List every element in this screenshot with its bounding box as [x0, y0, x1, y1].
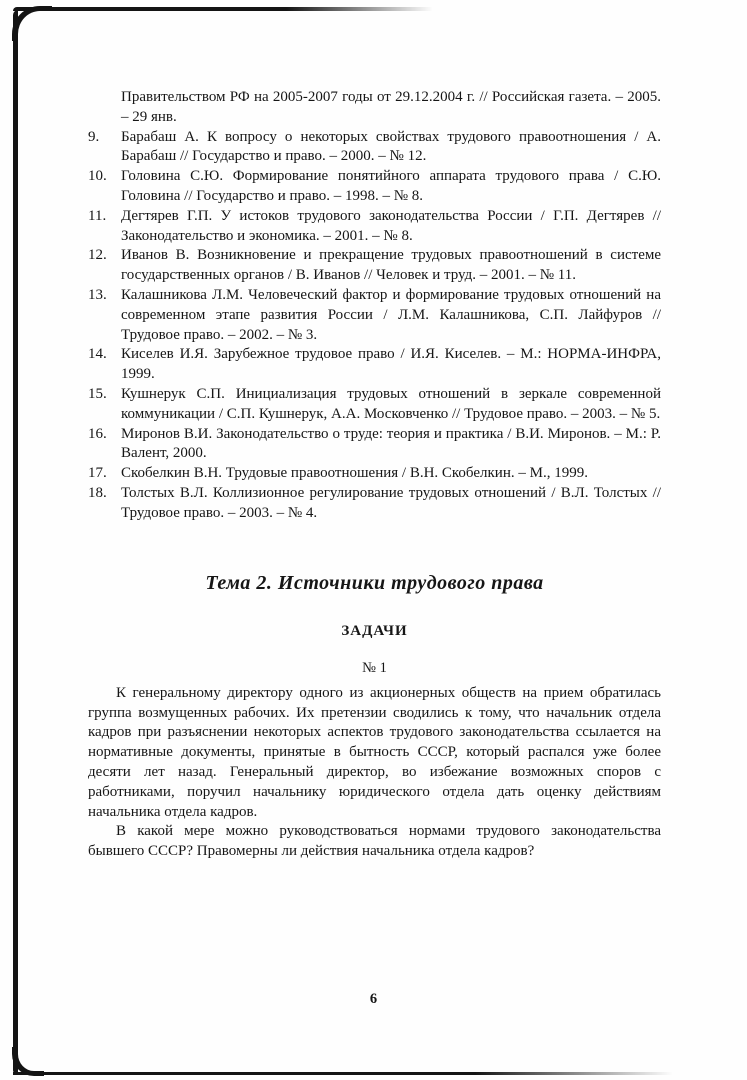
bibliography-item-text: Барабаш А. К вопросу о некоторых свойствах трудового правоотношения / А. Барабаш // Государство и право. – 2000. – № 12. [121, 128, 661, 165]
bibliography-item-text: Калашникова Л.М. Человеческий фактор и формирование трудовых отношений на современном этапе развития России / Л.М. Калашникова, С.П. Лайфуров // Трудовое право. – 2002. – № 3. [121, 286, 661, 343]
scan-artifact-bottom-edge [13, 1072, 673, 1075]
bibliography-item [88, 207, 661, 247]
bibliography-item-text: Толстых В.Л. Коллизионное регулирование трудовых отношений / В.Л. Толстых // Трудовое право. – 2003. – № 4. [121, 484, 661, 521]
bibliography-item [88, 345, 661, 385]
document-content [88, 88, 661, 862]
bibliography-item-text: Киселев И.Я. Зарубежное трудовое право / И.Я. Киселев. – М.: НОРМА-ИНФРА, 1999. [121, 346, 661, 383]
task-number: № 1 [362, 659, 387, 676]
task-paragraph: К генеральному директору одного из акционерных обществ на прием обратилась группа возмущенных рабочих. Их претензии сводились к тому, что начальник отдела кадров при разъяснении некоторых аспектов трудового законодательства ссылается на нормативные документы, принятые в бытность СССР, который распался уже более десяти лет назад. Генеральный директор, во избежание возможных споров с работниками, поручил начальнику юридического отдела дать оценку действиям начальника отдела кадров. [88, 684, 661, 820]
bibliography-list [88, 128, 661, 524]
bibliography-item-number: 11. [88, 207, 107, 224]
bibliography-item-number: 16. [88, 425, 107, 442]
scan-artifact-top-left-corner [12, 6, 52, 41]
bibliography-item-number: 10. [88, 168, 107, 185]
bibliography-item-text: Иванов В. Возникновение и прекращение трудовых правоотношений в системе государственных органов / В. Иванов // Человек и труд. – 2001. – № 11. [121, 247, 661, 284]
bibliography-item-text: Дегтярев Г.П. У истоков трудового законодательства России / Г.П. Дегтярев // Законодательство и экономика. – 2001. – № 8. [121, 207, 661, 244]
bibliography-item [88, 246, 661, 286]
bibliography-item-text: Головина С.Ю. Формирование понятийного аппарата трудового права / С.Ю. Головина // Государство и право. – 1998. – № 8. [121, 168, 661, 204]
bibliography-item-text: Скобелкин В.Н. Трудовые правоотношения / В.Н. Скобелкин. – М., 1999. [121, 465, 588, 482]
scan-artifact-left-edge [13, 10, 18, 1074]
bibliography-item-text: Кушнерук С.П. Инициализация трудовых отношений в зеркале современной коммуникации / С.П. Кушнерук, А.А. Московченко // Трудовое право. – 2003. – № 5. [121, 385, 661, 422]
scan-artifact-top-edge [13, 7, 433, 11]
page-number: 6 [369, 991, 378, 1007]
bibliography-item [88, 128, 661, 168]
bibliography-item-number: 17. [88, 465, 107, 482]
bibliography-item-number: 12. [88, 247, 107, 264]
bibliography-item [88, 286, 661, 345]
bibliography-item-number: 13. [88, 286, 107, 303]
task-paragraph: В какой мере можно руководствоваться нормами трудового законодательства бывшего СССР? Правомерны ли действия начальника отдела кадров? [88, 823, 661, 860]
bibliography-item [88, 385, 661, 425]
bibliography-item-number: 14. [88, 346, 107, 363]
bibliography-item-number: 9. [88, 128, 100, 145]
bibliography-item [88, 167, 661, 207]
tasks-heading: ЗАДАЧИ [341, 622, 408, 639]
section-title: Тема 2. Источники трудового права [205, 571, 544, 594]
bibliography-item-number: 15. [88, 385, 107, 402]
bibliography-item [88, 464, 661, 484]
bibliography-item-text: Миронов В.И. Законодательство о труде: теория и практика / В.И. Миронов. – М.: Р. Валент, 2000. [121, 425, 661, 462]
bibliography-continuation-text: Правительством РФ на 2005-2007 годы от 29.12.2004 г. // Российская газета. – 2005. – 29 янв. [121, 89, 661, 125]
bibliography-item [88, 425, 661, 465]
bibliography-item [88, 484, 661, 524]
bibliography-item-number: 18. [88, 484, 107, 501]
task-text [88, 684, 661, 862]
